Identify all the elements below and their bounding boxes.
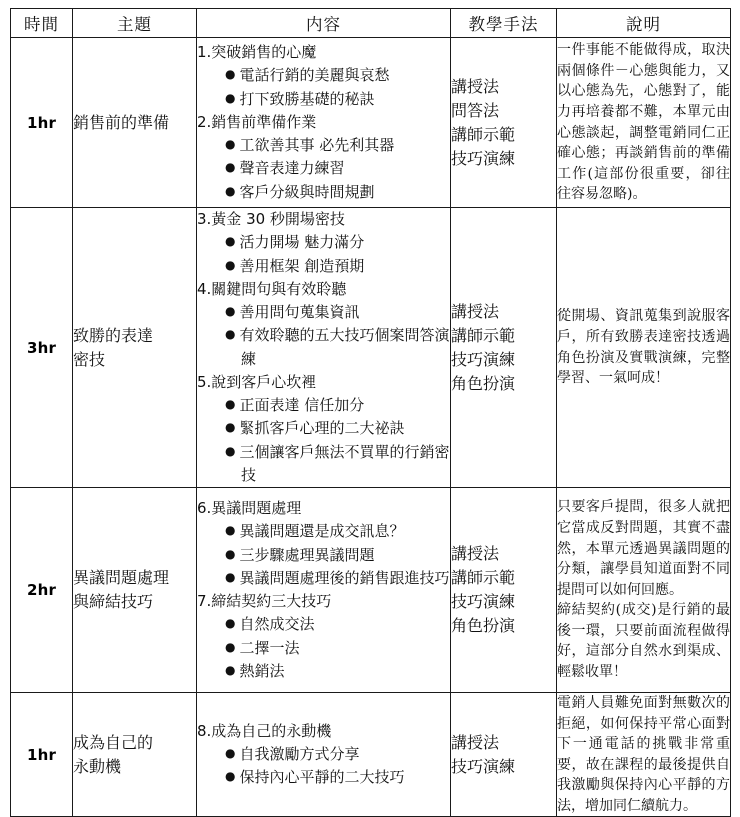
description-paragraph: 一件事能不能做得成，取決兩個條件－心態與能力，又以心態為先，心態對了，能力再培養都不難，本單元由心態談起，調整電銷同仁正確心態；再談銷售前的準備工作(這部份很重要，卻往往容易忽略)。 xyxy=(557,42,730,203)
cell-description xyxy=(557,693,731,817)
content-bullet-item: ● 熱銷法 xyxy=(197,660,450,683)
content-numbered-item: 2.銷售前準備作業 xyxy=(197,112,317,131)
content-bullet-item: ● 客戶分級與時間規劃 xyxy=(197,181,450,204)
method-line: 技巧演練 xyxy=(451,349,516,369)
method-line: 講師示範 xyxy=(451,568,516,587)
topic-line: 致勝的表達 xyxy=(73,325,154,345)
content-bullet-item: ● 正面表達 信任加分 xyxy=(197,394,450,417)
cell-topic xyxy=(73,488,197,693)
content-bullet-item: ● 保持內心平靜的二大技巧 xyxy=(197,766,450,789)
method-line: 講師示範 xyxy=(451,124,516,144)
content-numbered-item: 3.黃金 30 秒開場密技 xyxy=(197,210,345,228)
column-header-topic: 主題 xyxy=(73,9,197,38)
cell-content xyxy=(197,38,451,208)
content-bullet-item: ● 異議問題還是成交訊息？ xyxy=(197,520,450,543)
content-bullet-item: ● 打下致勝基礎的秘訣 xyxy=(197,88,450,111)
method-line: 講授法 xyxy=(451,544,500,563)
method-line: 角色扮演 xyxy=(451,373,516,393)
description-paragraph: 從開場、資訊蒐集到說服客戶，所有致勝表達密技透過角色扮演及實戰演練，完整學習、一氣呵成！ xyxy=(557,308,730,387)
topic-line: 密技 xyxy=(73,349,106,369)
cell-content xyxy=(197,488,451,693)
table-body xyxy=(11,38,731,817)
cell-description xyxy=(557,38,731,208)
table-row xyxy=(11,488,731,693)
description-paragraph: 締結契約(成交)是行銷的最後一環，只要前面流程做得好，這部分自然水到渠成、輕鬆收單！ xyxy=(557,602,730,681)
content-bullet-item: ● 活力開場 魅力滿分 xyxy=(197,231,450,254)
topic-line: 成為自己的 xyxy=(73,732,154,752)
content-bullet-item: ● 三步驟處理異議問題 xyxy=(197,544,450,567)
content-bullet-item: ● 自然成交法 xyxy=(197,613,450,636)
content-bullet-item: ● 工欲善其事 必先利其器 xyxy=(197,134,450,157)
method-line: 技巧演練 xyxy=(451,592,516,611)
cell-method xyxy=(451,693,557,817)
method-line: 技巧演練 xyxy=(451,756,516,776)
content-bullet-item: ● 異議問題處理後的銷售跟進技巧 xyxy=(197,567,450,590)
cell-method xyxy=(451,208,557,488)
cell-topic xyxy=(73,38,197,208)
cell-content xyxy=(197,208,451,488)
cell-time: 1hr xyxy=(11,38,73,208)
method-line: 講師示範 xyxy=(451,325,516,345)
cell-topic xyxy=(73,693,197,817)
content-bullet-item: ● 緊抓客戶心理的二大祕訣 xyxy=(197,417,450,440)
column-header-desc: 說明 xyxy=(557,9,731,38)
content-bullet-item: ● 聲音表達力練習 xyxy=(197,157,450,180)
course-outline-table xyxy=(10,8,731,817)
cell-description xyxy=(557,488,731,693)
content-numbered-item: 7.締結契約三大技巧 xyxy=(197,592,332,610)
cell-time: 1hr xyxy=(11,693,73,817)
content-bullet-item: ● 三個讓客戶無法不買單的行銷密技 xyxy=(197,441,450,488)
method-line: 問答法 xyxy=(451,100,500,120)
content-numbered-item: 1.突破銷售的心魔 xyxy=(197,43,317,62)
cell-topic xyxy=(73,208,197,488)
cell-description xyxy=(557,208,731,488)
content-numbered-item: 4.關鍵問句與有效聆聽 xyxy=(197,279,347,298)
table-row xyxy=(11,38,731,208)
method-line: 角色扮演 xyxy=(451,616,516,635)
cell-time: 3hr xyxy=(11,208,73,488)
method-line: 技巧演練 xyxy=(451,148,516,168)
topic-line: 異議問題處理 xyxy=(73,568,170,587)
method-line: 講授法 xyxy=(451,301,500,321)
content-numbered-item: 5.說到客戶心坎裡 xyxy=(197,372,317,391)
topic-line: 銷售前的準備 xyxy=(73,112,170,132)
topic-line: 永動機 xyxy=(73,756,122,776)
cell-method xyxy=(451,488,557,693)
content-bullet-item: ● 有效聆聽的五大技巧個案問答演練 xyxy=(197,324,450,371)
content-numbered-item: 8.成為自己的永動機 xyxy=(197,721,332,740)
description-paragraph: 只要客戶提問，很多人就把它當成反對問題，其實不盡然，本單元透過異議問題的分類，讓學員知道面對不同提問可以如何回應。 xyxy=(557,499,730,598)
content-bullet-item: ● 二擇一法 xyxy=(197,637,450,660)
content-bullet-item: ● 電話行銷的美麗與哀愁 xyxy=(197,64,450,87)
table-header xyxy=(11,9,731,38)
column-header-time: 時間 xyxy=(11,9,73,38)
cell-content xyxy=(197,693,451,817)
cell-method xyxy=(451,38,557,208)
content-bullet-item: ● 善用問句蒐集資訊 xyxy=(197,301,450,324)
method-line: 講授法 xyxy=(451,76,500,96)
header-row xyxy=(11,9,731,38)
table-row xyxy=(11,693,731,817)
content-numbered-item: 6.異議問題處理 xyxy=(197,499,302,517)
column-header-content: 内容 xyxy=(197,9,451,38)
method-line: 講授法 xyxy=(451,732,500,752)
content-bullet-item: ● 自我激勵方式分享 xyxy=(197,743,450,766)
content-bullet-item: ● 善用框架 創造預期 xyxy=(197,255,450,278)
description-paragraph: 電銷人員難免面對無數次的拒絕，如何保持平常心面對下一通電話的挑戰非常重要，故在課程的最後提供自我激勵與保持內心平靜的方法，增加同仁續航力。 xyxy=(557,695,730,814)
column-header-method: 教學手法 xyxy=(451,9,557,38)
cell-time: 2hr xyxy=(11,488,73,693)
table-row xyxy=(11,208,731,488)
topic-line: 與締結技巧 xyxy=(73,592,154,611)
